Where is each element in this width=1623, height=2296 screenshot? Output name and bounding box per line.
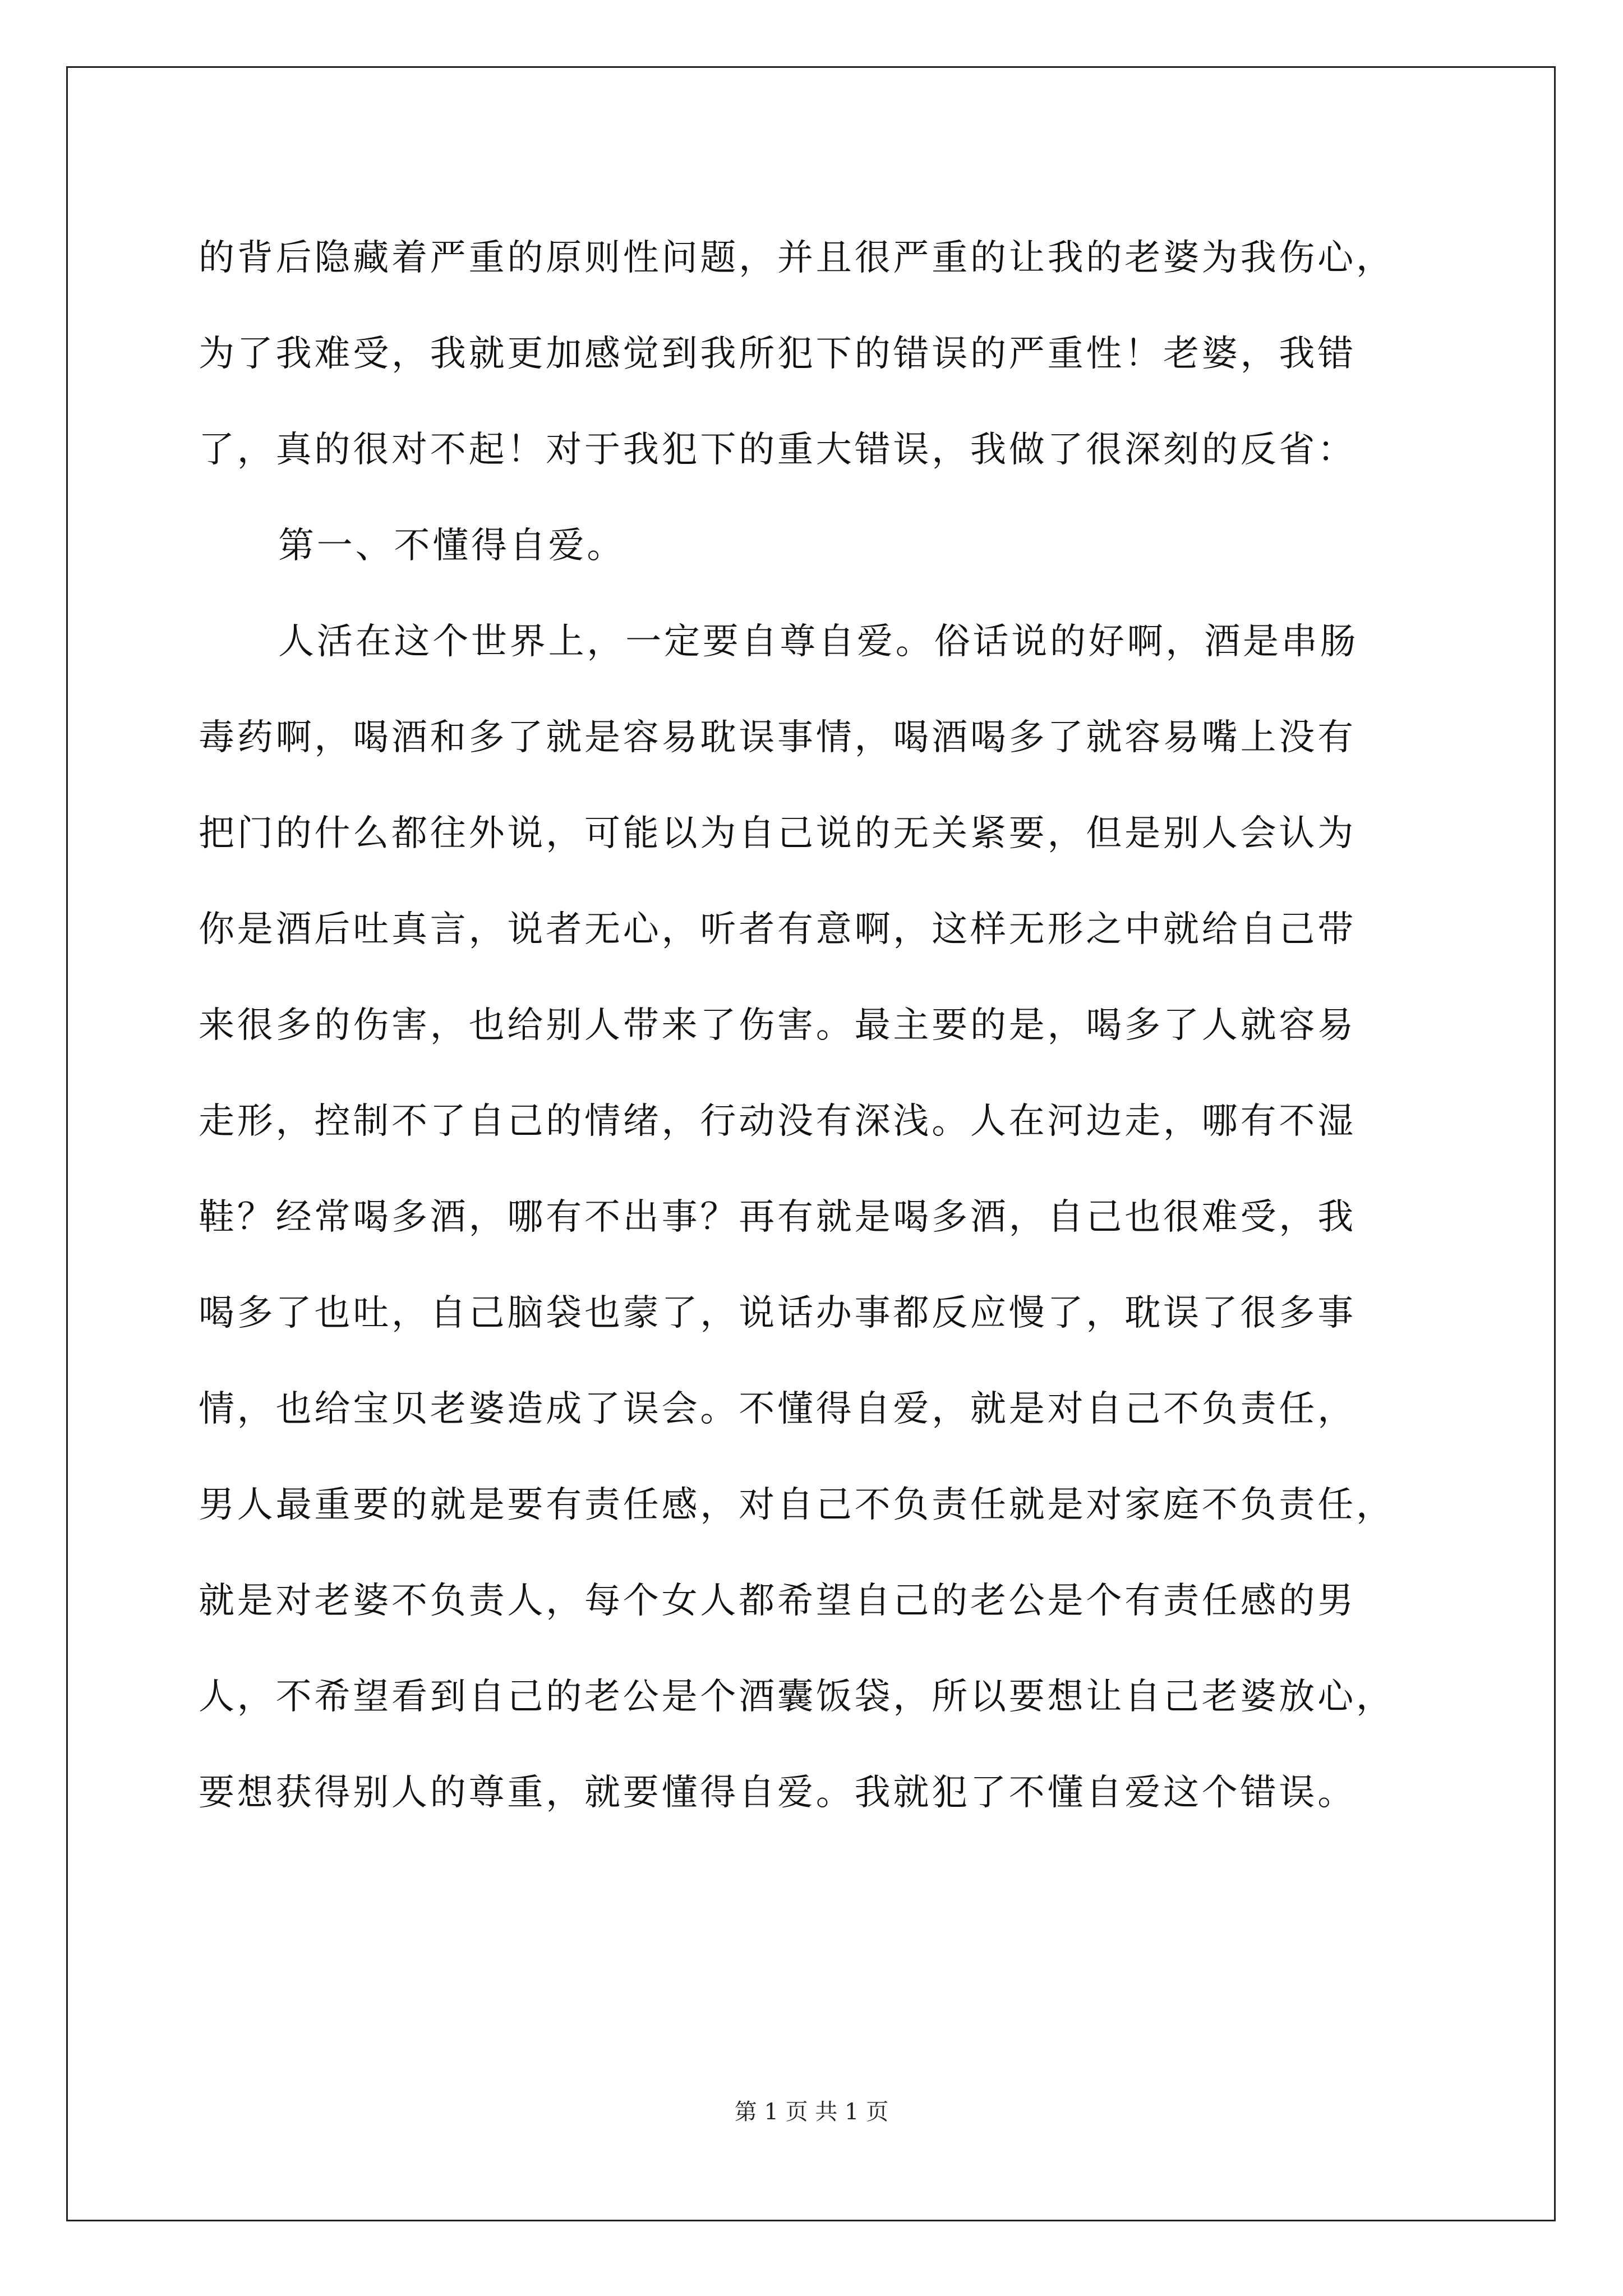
document-body bbox=[199, 210, 1438, 1841]
page-number-footer: 第 1 页 共 1 页 bbox=[734, 2099, 889, 2125]
section-heading: 第一、不懂得自爱。 bbox=[278, 525, 626, 567]
text-line: 要想获得别人的尊重，就要懂得自爱。我就犯了不懂自爱这个错误。 bbox=[199, 1772, 1356, 1814]
text-line: 的背后隐藏着严重的原则性问题，并且很严重的让我的老婆为我伤心， bbox=[199, 237, 1395, 279]
text-line: 为了我难受，我就更加感觉到我所犯下的错误的严重性！老婆，我错 bbox=[199, 333, 1356, 375]
text-line: 来很多的伤害，也给别人带来了伤害。最主要的是，喝多了人就容易 bbox=[199, 1005, 1356, 1046]
text-line: 就是对老婆不负责人，每个女人都希望自己的老公是个有责任感的男 bbox=[199, 1580, 1356, 1622]
text-line: 了，真的很对不起！对于我犯下的重大错误，我做了很深刻的反省： bbox=[199, 429, 1356, 471]
text-line: 把门的什么都往外说，可能以为自己说的无关紧要，但是别人会认为 bbox=[199, 813, 1356, 854]
text-line: 鞋？经常喝多酒，哪有不出事？再有就是喝多酒，自己也很难受，我 bbox=[199, 1197, 1356, 1238]
paragraph-first-line: 人活在这个世界上，一定要自尊自爱。俗话说的好啊，酒是串肠 bbox=[278, 621, 1359, 662]
text-line: 喝多了也吐，自己脑袋也蒙了，说话办事都反应慢了，耽误了很多事 bbox=[199, 1292, 1356, 1334]
text-line: 走形，控制不了自己的情绪，行动没有深浅。人在河边走，哪有不湿 bbox=[199, 1101, 1356, 1142]
text-line: 毒药啊，喝酒和多了就是容易耽误事情，喝酒喝多了就容易嘴上没有 bbox=[199, 717, 1356, 758]
text-line: 情，也给宝贝老婆造成了误会。不懂得自爱，就是对自己不负责任， bbox=[199, 1388, 1356, 1430]
text-line: 你是酒后吐真言，说者无心，听者有意啊，这样无形之中就给自己带 bbox=[199, 909, 1356, 950]
text-line: 男人最重要的就是要有责任感，对自己不负责任就是对家庭不负责任， bbox=[199, 1484, 1395, 1526]
text-line: 人，不希望看到自己的老公是个酒囊饭袋，所以要想让自己老婆放心， bbox=[199, 1676, 1395, 1718]
